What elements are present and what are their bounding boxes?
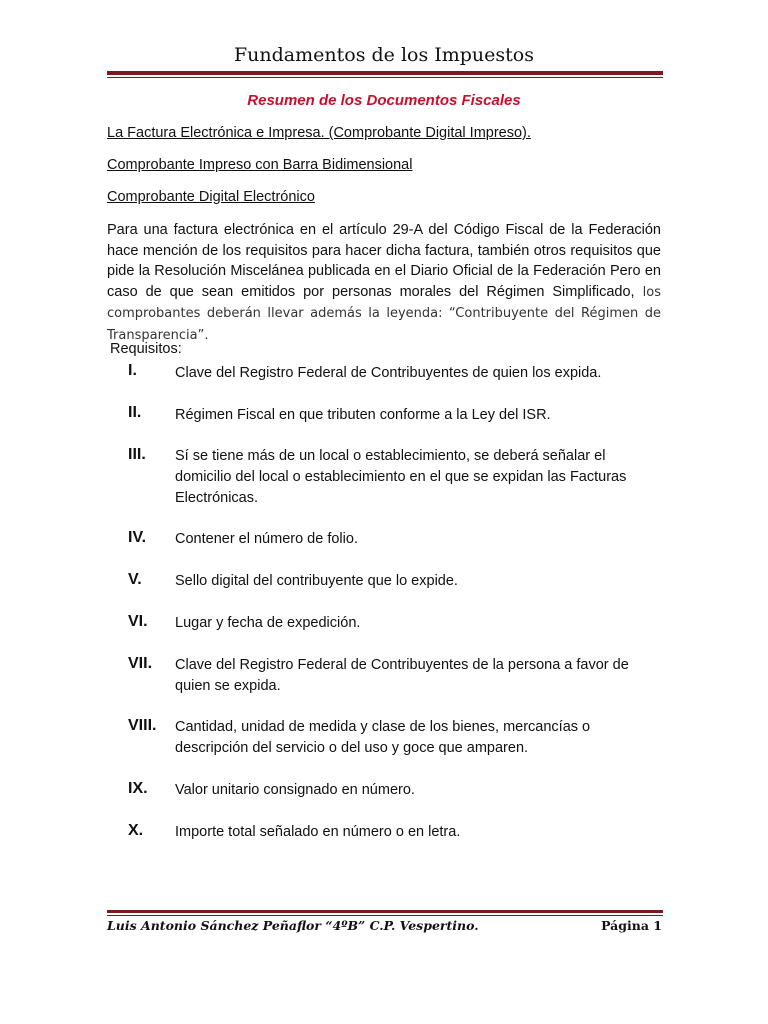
requirement-number: VII. <box>128 655 153 672</box>
footer-rule-thin <box>107 915 663 916</box>
requirement-text: Clave del Registro Federal de Contribuyentes de quien los expida. <box>175 365 602 381</box>
requirement-number: V. <box>128 571 142 588</box>
requirement-text: Valor unitario consignado en número. <box>175 782 415 798</box>
requirement-text: Lugar y fecha de expedición. <box>175 615 361 631</box>
requirement-text: Importe total señalado en número o en letra. <box>175 824 461 840</box>
requirement-number: III. <box>128 446 146 463</box>
link-comprobante-digital[interactable]: Comprobante Digital Electrónico <box>107 189 315 205</box>
requirement-number: X. <box>128 822 144 839</box>
requirement-number: II. <box>128 404 142 421</box>
requirement-number: VI. <box>128 613 148 630</box>
header-rule-thin <box>107 77 663 78</box>
intro-paragraph-continuation: los comprobantes deberán llevar además la leyenda: “Contribuyente del Régimen de Transparencia”. <box>107 284 661 343</box>
intro-paragraph-main: Para una factura electrónica en el artículo 29-A del Código Fiscal de la Federación hace mención de los requisitos para hacer dicha factura, también otros requisitos que pide la Resolución Miscelánea publicada en el Diario Oficial de la Federación Pero en caso de que sean emitidos por personas morales del Régimen Simplificado, <box>107 222 661 300</box>
requirement-number: VIII. <box>128 717 157 734</box>
footer-rule-thick <box>107 910 663 913</box>
requirement-text: Sí se tiene más de un local o establecimiento, se deberá señalar el domicilio del local o establecimiento en el que se expidan las Facturas Electrónicas. <box>175 448 627 506</box>
requirement-text: Clave del Registro Federal de Contribuyentes de la persona a favor de quien se expida. <box>175 657 629 694</box>
requirements-label: Requisitos: <box>110 341 182 357</box>
requirement-text: Régimen Fiscal en que tributen conforme a la Ley del ISR. <box>175 407 551 423</box>
footer-page-number: Página 1 <box>601 918 662 933</box>
page-header-title: Fundamentos de los Impuestos <box>233 44 534 66</box>
footer-author: Luis Antonio Sánchez Peñaflor “4ºB” C.P. Vespertino. <box>107 918 479 933</box>
requirement-text: Cantidad, unidad de medida y clase de los bienes, mercancías o descripción del servicio o del uso y goce que amparen. <box>175 719 591 756</box>
requirement-number: IX. <box>128 780 148 797</box>
link-comprobante-impreso[interactable]: Comprobante Impreso con Barra Bidimensional <box>107 157 413 173</box>
header-rule-thick <box>107 71 663 75</box>
requirement-number: IV. <box>128 529 147 546</box>
intro-paragraph <box>107 220 661 346</box>
requirement-text: Contener el número de folio. <box>175 531 358 547</box>
document-subtitle: Resumen de los Documentos Fiscales <box>247 92 521 109</box>
link-factura-electronica[interactable]: La Factura Electrónica e Impresa. (Comprobante Digital Impreso). <box>107 125 531 141</box>
requirement-text: Sello digital del contribuyente que lo expide. <box>175 573 458 589</box>
requirement-number: I. <box>128 362 137 379</box>
